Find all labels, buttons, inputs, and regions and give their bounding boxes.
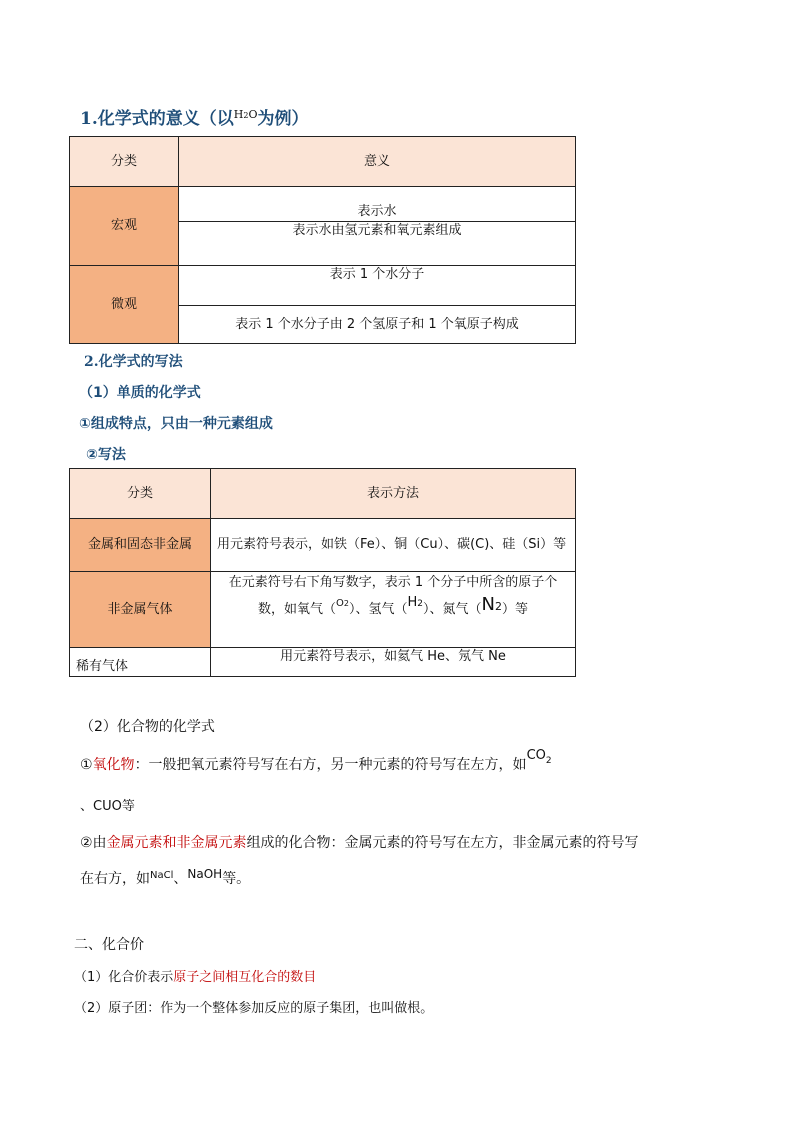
nacl-formula: NaCl	[150, 870, 174, 881]
meaning-table	[69, 136, 576, 344]
noble-gas-label: 稀有气体	[70, 648, 211, 677]
compound-title: （2）化合物的化学式	[80, 719, 215, 735]
metal-solid-text: 用元素符号表示，如铁（Fe）、铜（Cu）、碳(C)、硅（Si）等	[211, 519, 576, 572]
section2-title: 2.化学式的写法	[84, 354, 183, 370]
valence-item1-emphasis: 原子之间相互化合的数目	[173, 970, 317, 985]
valence-title: 二、化合价	[74, 937, 144, 953]
o2-formula: O2	[336, 597, 349, 609]
compound-point1-cont: 、CUO等	[80, 799, 135, 814]
h2-formula: H2	[407, 594, 423, 610]
section2-point1: ①组成特点，只由一种元素组成	[79, 416, 273, 432]
oxide-term: 氧化物	[92, 757, 135, 773]
table2-header-method: 表示方法	[211, 469, 576, 519]
compound-point2: ②由金属元素和非金属元素组成的化合物：金属元素的符号写在左方，非金属元素的符号写	[80, 835, 639, 851]
macro-row-2: 表示水由氢元素和氧元素组成	[179, 222, 576, 266]
macro-label: 宏观	[70, 187, 179, 266]
valence-item1: （1）化合价表示原子之间相互化合的数目	[74, 970, 317, 985]
nonmetal-gas-line1: 在元素符号右下角写数字，表示 1 个分子中所含的原子个	[228, 575, 558, 590]
table1-header-meaning: 意义	[179, 137, 576, 187]
section1-title-suffix: 为例）	[257, 109, 309, 129]
nonmetal-gas-line2: 数，如氧气（$^{O2}$）、氢气（H2）、氮气（N2）等	[257, 593, 528, 617]
naoh-formula: NaOH	[187, 867, 223, 881]
micro-label: 微观	[70, 266, 179, 344]
macro-row-1: 表示水	[179, 187, 576, 222]
micro-row-2: 表示 1 个水分子由 2 个氢原子和 1 个氧原子构成	[179, 306, 576, 344]
metal-solid-label: 金属和固态非金属	[70, 519, 211, 572]
table2-header-category: 分类	[70, 469, 211, 519]
valence-item2: （2）原子团：作为一个整体参加反应的原子集团，也叫做根。	[74, 1001, 434, 1016]
compound-point2-line2: 在右方，如$^{NaCl}$、NaOH等。	[80, 867, 251, 887]
h2o-formula: H2O	[233, 108, 258, 121]
section2-point2: ②写法	[86, 447, 126, 463]
section1-title-prefix: 1.化学式的意义（以	[80, 109, 234, 129]
section2-sub1: （1）单质的化学式	[79, 385, 201, 401]
compound-point1: ①氧化物：一般把氧元素符号写在右方，另一种元素的符号写在左方，如$CO_2$	[80, 748, 552, 773]
nonmetal-gas-text	[211, 572, 576, 648]
table1-header-category: 分类	[70, 137, 179, 187]
nonmetal-gas-label: 非金属气体	[70, 572, 211, 648]
noble-gas-text: 用元素符号表示，如氦气 He、氖气 Ne	[211, 648, 576, 677]
section1-title	[80, 104, 308, 129]
n2-formula: N2	[481, 593, 502, 615]
metal-nonmetal-term: 金属元素和非金属元素	[106, 835, 247, 851]
writing-table	[69, 468, 576, 677]
co2-formula: $CO_2$	[526, 748, 552, 766]
micro-row-1: 表示 1 个水分子	[179, 266, 576, 306]
